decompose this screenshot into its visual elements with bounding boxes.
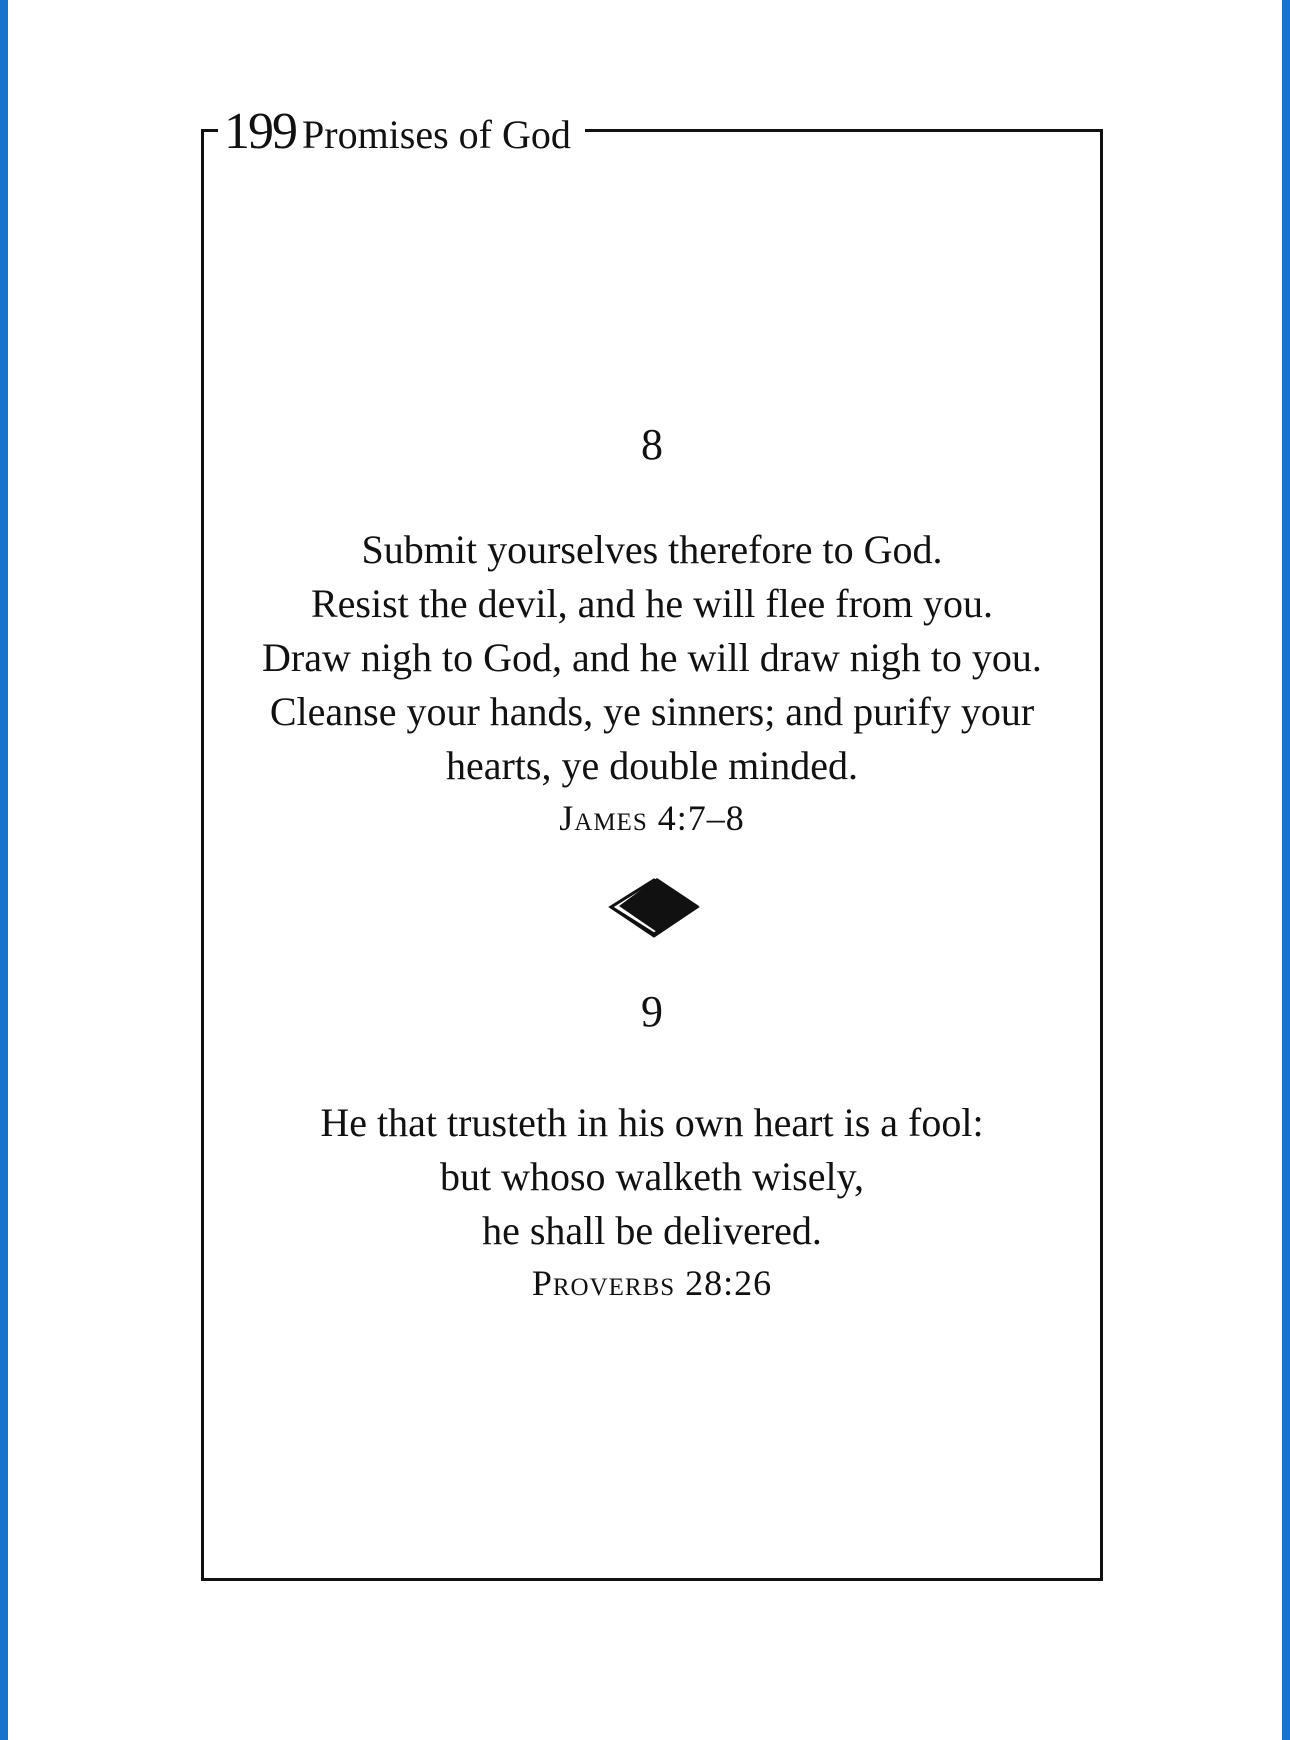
promise-entry-8 [206, 420, 1098, 843]
entry-number: 9 [641, 987, 663, 1036]
right-edge-bar [1282, 0, 1290, 1740]
promise-entry-9 [206, 987, 1098, 1308]
scripture-reference: Proverbs 28:26 [531, 1263, 773, 1303]
diamond-ornament-icon [607, 876, 701, 938]
verse-line: but whoso walketh wisely, [439, 1154, 865, 1199]
page-number: 199 [224, 103, 296, 160]
page-frame [201, 129, 1103, 1581]
verse-line: Cleanse your hands, ye sinners; and purify your [269, 689, 1035, 734]
verse-line: hearts, ye double minded. [445, 743, 859, 788]
entry-number: 8 [641, 420, 663, 469]
verse-line: Resist the devil, and he will flee from you. [310, 581, 994, 626]
verse-line: Submit yourselves therefore to God. [361, 527, 943, 572]
verse-line: Draw nigh to God, and he will draw nigh to you. [262, 635, 1042, 680]
verse-line: he shall be delivered. [482, 1208, 822, 1253]
left-edge-bar [0, 0, 8, 1740]
verse-line: He that trusteth in his own heart is a fool: [320, 1100, 984, 1145]
book-title: Promises of God [302, 112, 571, 157]
page-header [218, 103, 585, 160]
scripture-reference: James 4:7–8 [559, 798, 745, 838]
